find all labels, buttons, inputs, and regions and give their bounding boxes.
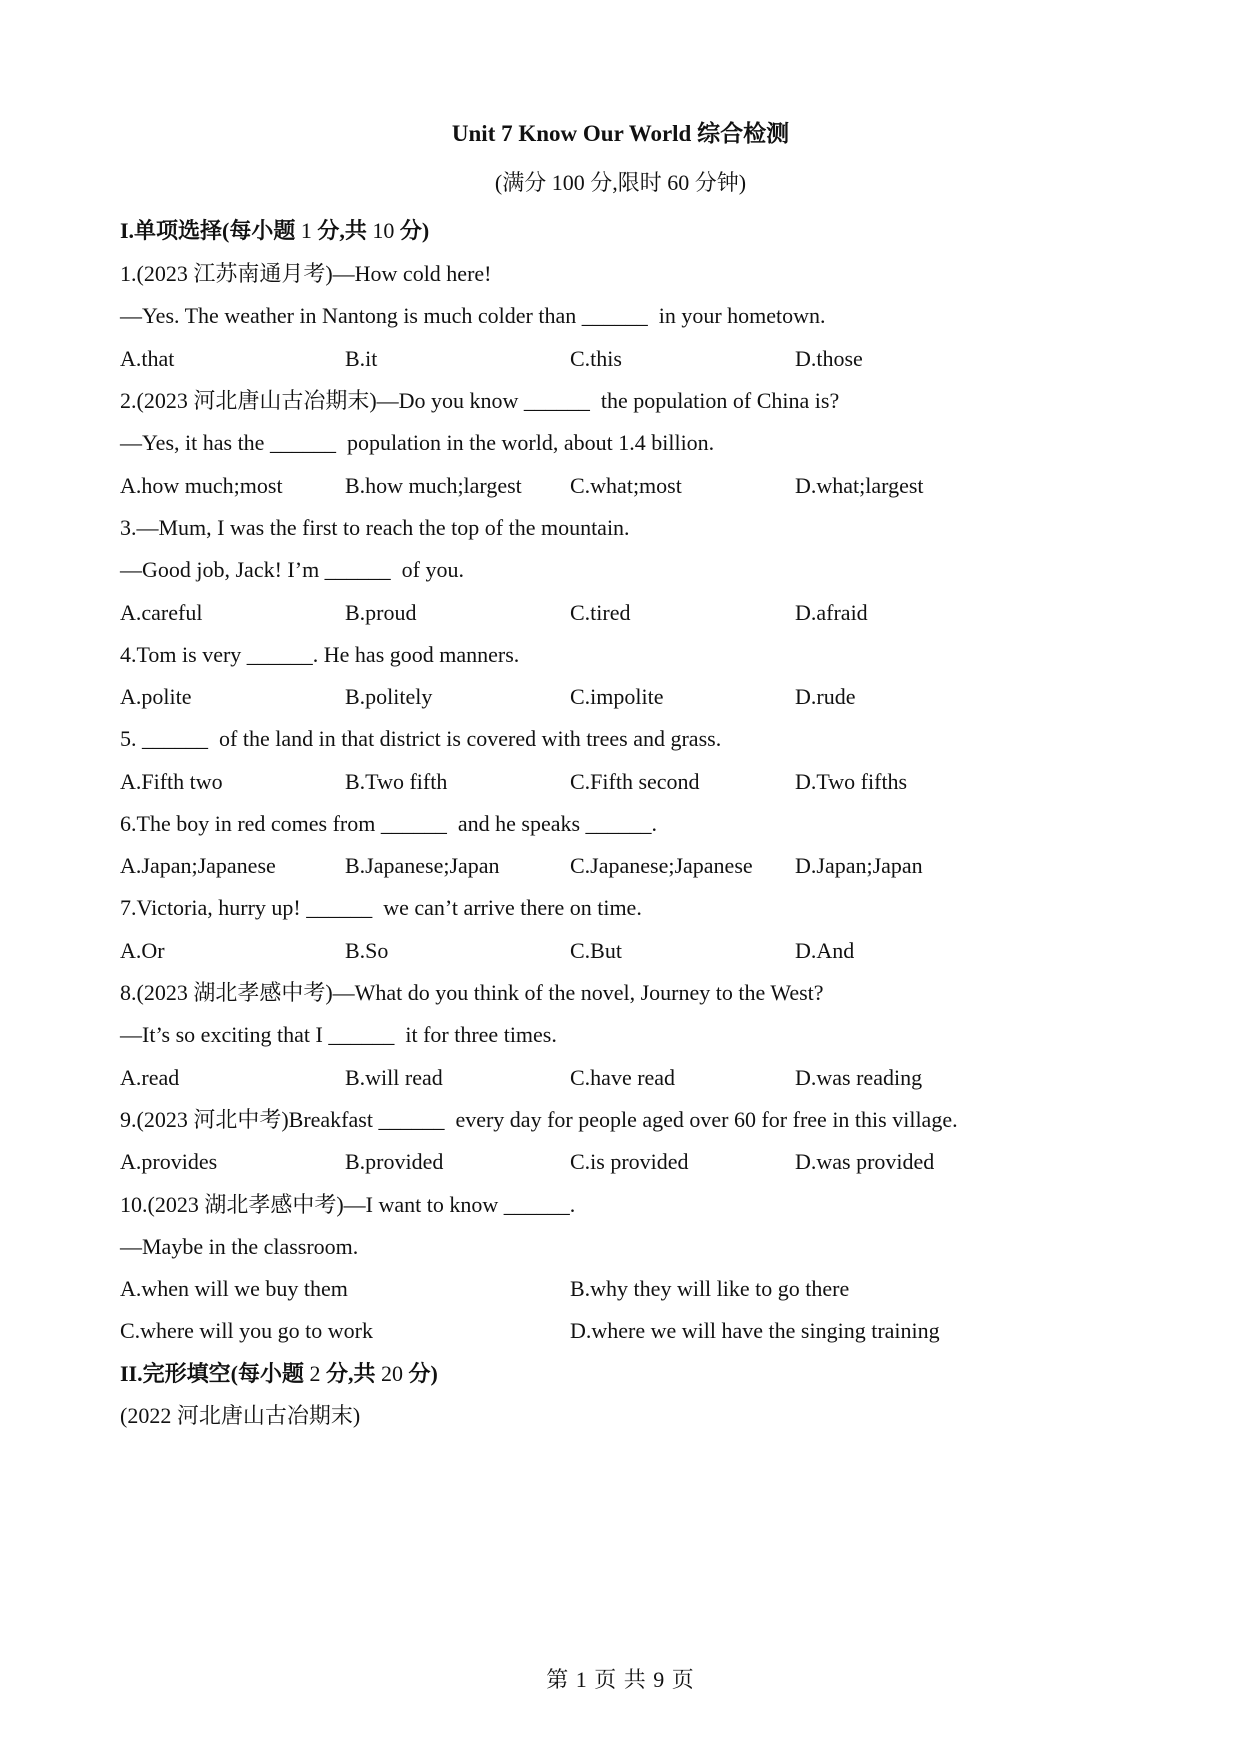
question-3-stem: 3.—Mum, I was the first to reach the top of the mountain.: [120, 515, 630, 540]
question-1-option-c: C.this: [570, 346, 622, 371]
exam-info: (满分 100 分,限时 60 分钟): [494, 170, 747, 195]
question-9-stem: 9.(2023 河北中考)Breakfast ______ every day for people aged over 60 for free in this village.: [120, 1107, 958, 1132]
question-8-option-d: D.was reading: [795, 1065, 923, 1090]
question-6-stem: 6.The boy in red comes from ______ and he speaks ______.: [120, 811, 658, 836]
question-7-option-a: A.Or: [120, 938, 165, 963]
question-3-line-2: —Good job, Jack! I’m ______ of you.: [120, 557, 465, 582]
question-7-stem: 7.Victoria, hurry up! ______ we can’t arrive there on time.: [120, 895, 642, 920]
question-9-option-b: B.provided: [345, 1149, 444, 1174]
question-6-option-b: B.Japanese;Japan: [345, 853, 500, 878]
question-4-option-c: C.impolite: [570, 684, 664, 709]
question-1-option-d: D.those: [795, 346, 863, 371]
question-3-option-a: A.careful: [120, 600, 203, 625]
question-2-option-c: C.what;most: [570, 473, 682, 498]
question-5-option-b: B.Two fifth: [345, 769, 448, 794]
question-4-option-b: B.politely: [345, 684, 433, 709]
question-4-stem: 4.Tom is very ______. He has good manners.: [120, 642, 520, 667]
question-3-option-c: C.tired: [570, 600, 631, 625]
section-1-heading: I.单项选择(每小题 1 分,共 10 分): [120, 218, 430, 243]
question-7-option-d: D.And: [795, 938, 855, 963]
question-8-option-c: C.have read: [570, 1065, 676, 1090]
question-8-option-b: B.will read: [345, 1065, 443, 1090]
question-2-option-d: D.what;largest: [795, 473, 924, 498]
question-1-stem: 1.(2023 江苏南通月考)—How cold here!: [120, 261, 492, 286]
question-9-option-a: A.provides: [120, 1149, 218, 1174]
question-8-stem: 8.(2023 湖北孝感中考)—What do you think of the novel, Journey to the West?: [120, 980, 824, 1005]
question-10-option-b: B.why they will like to go there: [570, 1276, 850, 1301]
question-10-option-d: D.where we will have the singing training: [570, 1318, 940, 1343]
page-title: Unit 7 Know Our World 综合检测: [451, 121, 790, 146]
question-5-option-a: A.Fifth two: [120, 769, 223, 794]
question-3-option-d: D.afraid: [795, 600, 868, 625]
question-6-option-c: C.Japanese;Japanese: [570, 853, 753, 878]
question-2-line-2: —Yes, it has the ______ population in the world, about 1.4 billion.: [120, 430, 715, 455]
question-9-option-d: D.was provided: [795, 1149, 935, 1174]
question-10-option-c: C.where will you go to work: [120, 1318, 373, 1343]
question-1-line-2: —Yes. The weather in Nantong is much colder than ______ in your hometown.: [120, 303, 826, 328]
question-7-option-c: C.But: [570, 938, 622, 963]
section-2-source: (2022 河北唐山古冶期末): [120, 1403, 361, 1428]
question-5-option-c: C.Fifth second: [570, 769, 700, 794]
question-5-stem: 5. ______ of the land in that district is covered with trees and grass.: [120, 726, 722, 751]
question-2-option-a: A.how much;most: [120, 473, 283, 498]
question-4-option-d: D.rude: [795, 684, 856, 709]
question-2-option-b: B.how much;largest: [345, 473, 522, 498]
question-10-line-2: —Maybe in the classroom.: [120, 1234, 359, 1259]
section-2-heading: II.完形填空(每小题 2 分,共 20 分): [120, 1361, 438, 1386]
question-5-option-d: D.Two fifths: [795, 769, 908, 794]
question-9-option-c: C.is provided: [570, 1149, 689, 1174]
question-4-option-a: A.polite: [120, 684, 192, 709]
page-number: 第 1 页 共 9 页: [546, 1667, 695, 1692]
question-8-line-2: —It’s so exciting that I ______ it for three times.: [120, 1022, 557, 1047]
question-8-option-a: A.read: [120, 1065, 180, 1090]
question-6-option-a: A.Japan;Japanese: [120, 853, 276, 878]
question-10-stem: 10.(2023 湖北孝感中考)—I want to know ______.: [120, 1192, 576, 1217]
question-10-option-a: A.when will we buy them: [120, 1276, 348, 1301]
question-2-stem: 2.(2023 河北唐山古冶期末)—Do you know ______ the population of China is?: [120, 388, 840, 413]
question-6-option-d: D.Japan;Japan: [795, 853, 923, 878]
question-7-option-b: B.So: [345, 938, 389, 963]
question-1-option-b: B.it: [345, 346, 378, 371]
question-3-option-b: B.proud: [345, 600, 417, 625]
question-1-option-a: A.that: [120, 346, 175, 371]
